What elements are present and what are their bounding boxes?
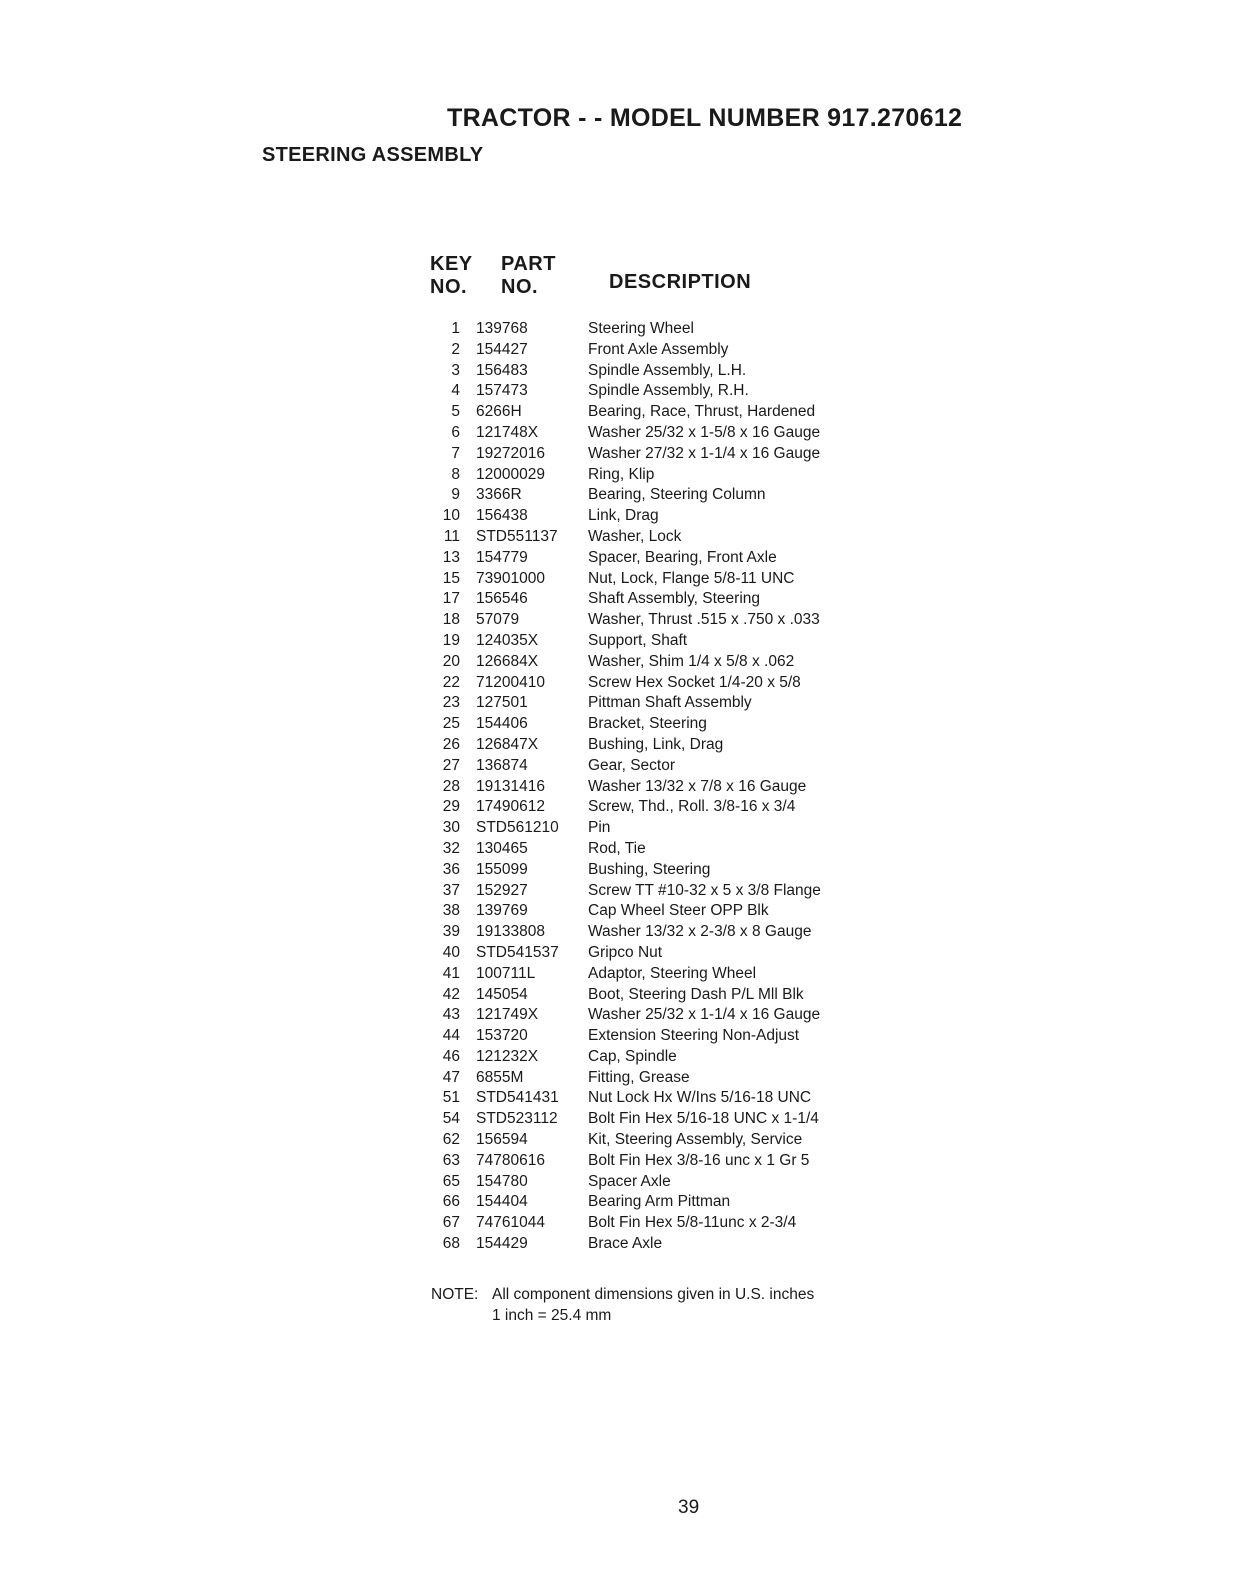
table-row: [430, 777, 880, 798]
part-no-cell: 126684X: [476, 652, 539, 670]
part-no-cell: 124035X: [476, 631, 539, 649]
key-no-cell: 2: [451, 340, 460, 358]
key-no-cell: 15: [442, 569, 460, 587]
description-cell: Spindle Assembly, R.H.: [588, 382, 749, 400]
column-header-key-no: [430, 253, 473, 299]
table-row: [430, 1005, 880, 1026]
part-no-cell: 126847X: [476, 735, 539, 753]
description-cell: Rod, Tie: [588, 839, 646, 857]
table-row: [430, 714, 880, 735]
key-no-cell: 19: [442, 631, 460, 649]
note-text: All component dimensions given in U.S. inches: [492, 1286, 815, 1303]
table-row: [430, 673, 880, 694]
part-no-cell: 139768: [476, 320, 528, 337]
part-no-cell: 121749X: [476, 1006, 539, 1024]
table-row: [430, 548, 880, 569]
description-cell: Nut, Lock, Flange 5/8-11 UNC: [588, 569, 795, 587]
description-cell: Pittman Shaft Assembly: [588, 694, 752, 712]
part-no-cell: STD561210: [476, 819, 559, 837]
part-no-cell: 74780616: [476, 1151, 545, 1169]
table-row: [430, 631, 880, 652]
table-row: [430, 610, 880, 631]
table-row: [430, 485, 880, 506]
description-cell: Washer 13/32 x 7/8 x 16 Gauge: [588, 777, 807, 795]
page-number: 39: [678, 1497, 700, 1518]
column-header-key-line1: KEY: [430, 253, 473, 275]
part-no-cell: 73901000: [476, 569, 545, 587]
key-no-cell: 7: [451, 444, 460, 462]
part-no-cell: 136874: [476, 756, 528, 774]
description-cell: Washer, Thrust .515 x .750 x .033: [588, 611, 820, 629]
note-conversion: 1 inch = 25.4 mm: [492, 1307, 612, 1324]
description-cell: Shaft Assembly, Steering: [588, 590, 761, 608]
table-row: [430, 818, 880, 839]
key-no-cell: 13: [442, 548, 460, 566]
table-row: [430, 1213, 880, 1234]
description-cell: Pin: [588, 819, 611, 837]
table-row: [430, 589, 880, 610]
part-no-cell: 156546: [476, 590, 528, 608]
part-no-cell: 71200410: [476, 673, 545, 691]
note-label: NOTE:: [431, 1286, 479, 1303]
part-no-cell: 154780: [476, 1172, 528, 1190]
description-cell: Bolt Fin Hex 5/16-18 UNC x 1-1/4: [588, 1110, 819, 1128]
part-no-cell: 156483: [476, 361, 528, 379]
description-cell: Bushing, Steering: [588, 860, 711, 878]
key-no-cell: 30: [442, 819, 460, 837]
part-no-cell: STD541431: [476, 1089, 559, 1107]
parts-table-body: [430, 319, 880, 1255]
page-title: TRACTOR - - MODEL NUMBER 917.270612: [447, 104, 963, 132]
key-no-cell: 9: [451, 486, 460, 504]
description-cell: Kit, Steering Assembly, Service: [588, 1131, 803, 1149]
part-no-cell: 154429: [476, 1235, 528, 1253]
part-no-cell: 154427: [476, 340, 528, 358]
key-no-cell: 62: [442, 1131, 460, 1149]
key-no-cell: 28: [442, 777, 460, 795]
description-cell: Washer 13/32 x 2-3/8 x 8 Gauge: [588, 923, 812, 941]
description-cell: Gripco Nut: [588, 943, 663, 961]
description-cell: Washer 25/32 x 1-1/4 x 16 Gauge: [588, 1006, 821, 1024]
key-no-cell: 40: [442, 943, 460, 961]
column-header-part-line2: NO.: [501, 276, 539, 298]
description-cell: Bearing, Race, Thrust, Hardened: [588, 403, 816, 421]
table-row: [430, 569, 880, 590]
part-no-cell: 154404: [476, 1193, 528, 1211]
column-header-key-line2: NO.: [430, 276, 468, 298]
table-row: [430, 506, 880, 527]
description-cell: Spacer, Bearing, Front Axle: [588, 548, 777, 566]
part-no-cell: 74761044: [476, 1214, 545, 1232]
part-no-cell: 139769: [476, 902, 528, 920]
table-row: [430, 465, 880, 486]
description-cell: Extension Steering Non-Adjust: [588, 1027, 800, 1045]
part-no-cell: 154406: [476, 715, 528, 733]
table-row: [430, 901, 880, 922]
description-cell: Bearing, Steering Column: [588, 486, 766, 504]
key-no-cell: 65: [442, 1172, 460, 1190]
description-cell: Gear, Sector: [588, 756, 676, 774]
description-cell: Screw Hex Socket 1/4-20 x 5/8: [588, 673, 801, 691]
key-no-cell: 20: [442, 652, 460, 670]
key-no-cell: 36: [442, 860, 460, 878]
table-row: [430, 340, 880, 361]
description-cell: Link, Drag: [588, 507, 659, 525]
table-row: [430, 1234, 880, 1255]
key-no-cell: 41: [442, 964, 460, 982]
part-no-cell: 12000029: [476, 465, 545, 483]
table-row: [430, 735, 880, 756]
description-cell: Bolt Fin Hex 3/8-16 unc x 1 Gr 5: [588, 1151, 810, 1169]
table-row: [430, 922, 880, 943]
key-no-cell: 23: [442, 694, 460, 712]
key-no-cell: 27: [442, 756, 460, 774]
key-no-cell: 26: [442, 735, 460, 753]
part-no-cell: STD551137: [476, 527, 558, 545]
key-no-cell: 4: [451, 382, 460, 400]
description-cell: Bushing, Link, Drag: [588, 735, 724, 753]
description-cell: Spindle Assembly, L.H.: [588, 361, 747, 379]
key-no-cell: 18: [442, 611, 460, 629]
part-no-cell: 157473: [476, 382, 528, 400]
key-no-cell: 42: [442, 985, 460, 1003]
section-title: STEERING ASSEMBLY: [262, 144, 484, 166]
table-row: [430, 1192, 880, 1213]
part-no-cell: 154779: [476, 548, 528, 566]
key-no-cell: 25: [442, 715, 460, 733]
key-no-cell: 29: [442, 798, 460, 816]
column-header-part-no: [501, 253, 556, 299]
part-no-cell: 3366R: [476, 486, 522, 504]
key-no-cell: 43: [442, 1006, 460, 1024]
part-no-cell: 145054: [476, 985, 528, 1003]
part-no-cell: 155099: [476, 860, 528, 878]
key-no-cell: 5: [451, 403, 460, 421]
part-no-cell: 17490612: [476, 798, 545, 816]
table-row: [430, 1047, 880, 1068]
column-header-description: DESCRIPTION: [609, 271, 752, 293]
table-row: [430, 652, 880, 673]
table-row: [430, 756, 880, 777]
key-no-cell: 47: [442, 1068, 460, 1086]
key-no-cell: 63: [442, 1151, 460, 1169]
table-row: [430, 881, 880, 902]
description-cell: Washer 25/32 x 1-5/8 x 16 Gauge: [588, 423, 821, 441]
description-cell: Washer, Lock: [588, 527, 682, 545]
part-no-cell: 19131416: [476, 777, 545, 795]
part-no-cell: 19272016: [476, 444, 545, 462]
part-no-cell: 57079: [476, 611, 520, 629]
description-cell: Washer 27/32 x 1-1/4 x 16 Gauge: [588, 444, 821, 462]
key-no-cell: 22: [442, 673, 460, 691]
part-no-cell: 127501: [476, 694, 528, 712]
key-no-cell: 39: [442, 923, 460, 941]
table-row: [430, 381, 880, 402]
description-cell: Front Axle Assembly: [588, 340, 729, 358]
description-cell: Screw TT #10-32 x 5 x 3/8 Flange: [588, 881, 821, 899]
key-no-cell: 38: [442, 902, 460, 920]
part-no-cell: 121748X: [476, 423, 539, 441]
description-cell: Spacer Axle: [588, 1172, 671, 1190]
description-cell: Ring, Klip: [588, 465, 655, 483]
table-row: [430, 319, 880, 340]
description-cell: Cap, Spindle: [588, 1047, 677, 1065]
table-row: [430, 943, 880, 964]
description-cell: Support, Shaft: [588, 631, 688, 649]
table-row: [430, 839, 880, 860]
part-no-cell: 100711L: [476, 964, 536, 982]
key-no-cell: 68: [442, 1235, 460, 1253]
table-row: [430, 1172, 880, 1193]
description-cell: Washer, Shim 1/4 x 5/8 x .062: [588, 652, 795, 670]
part-no-cell: 121232X: [476, 1047, 539, 1065]
key-no-cell: 6: [451, 423, 460, 441]
table-row: [430, 1088, 880, 1109]
description-cell: Adaptor, Steering Wheel: [588, 964, 757, 982]
table-row: [430, 797, 880, 818]
description-cell: Bracket, Steering: [588, 715, 707, 733]
description-cell: Fitting, Grease: [588, 1068, 690, 1086]
table-row: [430, 1151, 880, 1172]
part-no-cell: 130465: [476, 839, 528, 857]
table-row: [430, 1130, 880, 1151]
description-cell: Bearing Arm Pittman: [588, 1193, 731, 1211]
table-row: [430, 693, 880, 714]
part-no-cell: 6266H: [476, 403, 522, 421]
description-cell: Nut Lock Hx W/Ins 5/16-18 UNC: [588, 1089, 812, 1107]
part-no-cell: STD523112: [476, 1110, 558, 1128]
key-no-cell: 66: [442, 1193, 460, 1211]
table-row: [430, 444, 880, 465]
table-row: [430, 860, 880, 881]
key-no-cell: 44: [442, 1027, 460, 1045]
key-no-cell: 11: [443, 527, 460, 545]
key-no-cell: 10: [442, 507, 460, 525]
parts-table: [430, 319, 880, 1255]
key-no-cell: 8: [451, 465, 460, 483]
part-no-cell: STD541537: [476, 943, 559, 961]
key-no-cell: 32: [442, 839, 460, 857]
part-no-cell: 19133808: [476, 923, 545, 941]
key-no-cell: 67: [442, 1214, 460, 1232]
description-cell: Screw, Thd., Roll. 3/8-16 x 3/4: [588, 798, 796, 816]
key-no-cell: 3: [451, 361, 460, 379]
table-row: [430, 1109, 880, 1130]
key-no-cell: 46: [442, 1047, 460, 1065]
part-no-cell: 6855M: [476, 1068, 524, 1086]
description-cell: Bolt Fin Hex 5/8-11unc x 2-3/4: [588, 1214, 797, 1232]
table-row: [430, 361, 880, 382]
table-row: [430, 964, 880, 985]
key-no-cell: 51: [442, 1089, 460, 1107]
description-cell: Cap Wheel Steer OPP Blk: [588, 902, 769, 920]
key-no-cell: 1: [451, 320, 460, 337]
part-no-cell: 152927: [476, 881, 528, 899]
table-row: [430, 402, 880, 423]
description-cell: Brace Axle: [588, 1235, 663, 1253]
description-cell: Steering Wheel: [588, 320, 694, 337]
part-no-cell: 156594: [476, 1131, 528, 1149]
part-no-cell: 153720: [476, 1027, 528, 1045]
description-cell: Boot, Steering Dash P/L Mll Blk: [588, 985, 804, 1003]
table-row: [430, 1068, 880, 1089]
key-no-cell: 37: [442, 881, 460, 899]
table-row: [430, 1026, 880, 1047]
key-no-cell: 17: [442, 590, 460, 608]
table-row: [430, 527, 880, 548]
table-row: [430, 985, 880, 1006]
part-no-cell: 156438: [476, 507, 528, 525]
key-no-cell: 54: [442, 1110, 460, 1128]
column-header-part-line1: PART: [501, 253, 556, 275]
table-row: [430, 423, 880, 444]
